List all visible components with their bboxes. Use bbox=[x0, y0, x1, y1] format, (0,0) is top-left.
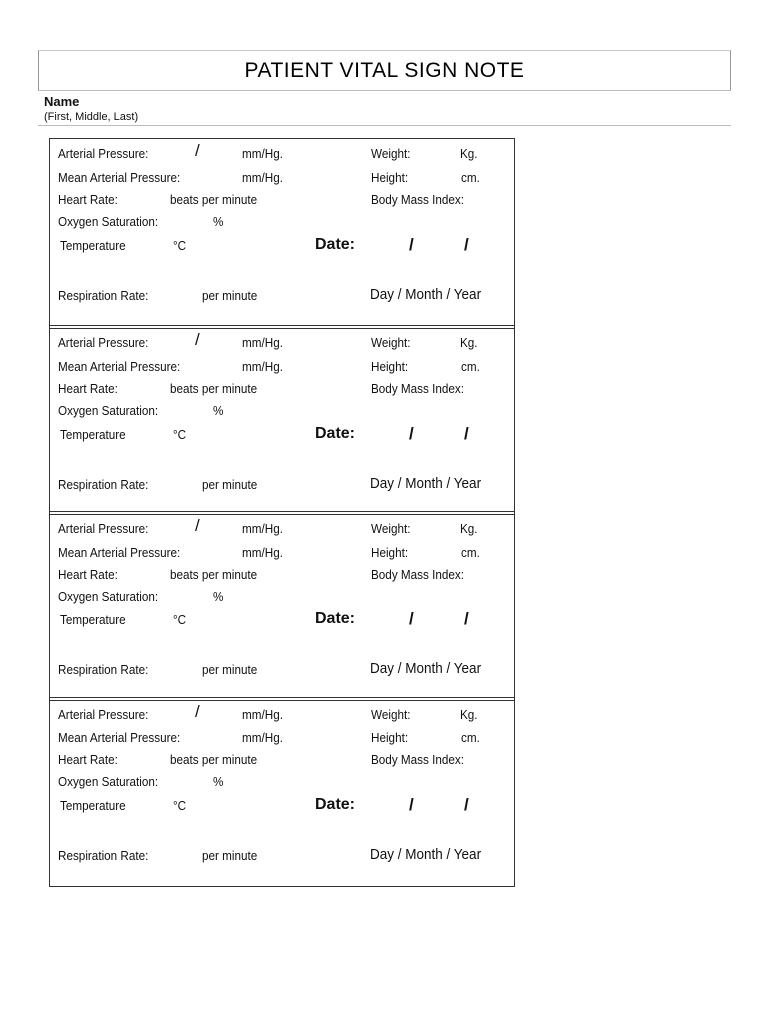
percent-unit: % bbox=[213, 214, 224, 229]
percent-unit: % bbox=[213, 589, 224, 604]
date-label: Date: bbox=[315, 236, 356, 253]
per-minute-unit: per minute bbox=[202, 288, 258, 303]
mmhg-unit: mm/Hg. bbox=[242, 170, 283, 185]
date-label: Date: bbox=[315, 796, 356, 813]
temperature-label: Temperature bbox=[60, 427, 126, 442]
per-minute-unit: per minute bbox=[202, 477, 258, 492]
mmhg-unit: mm/Hg. bbox=[242, 335, 283, 350]
arterial-pressure-slash: / bbox=[195, 330, 200, 349]
page-title: PATIENT VITAL SIGN NOTE bbox=[244, 59, 525, 82]
cm-unit: cm. bbox=[461, 359, 480, 374]
mean-arterial-pressure-label: Mean Arterial Pressure: bbox=[58, 730, 181, 745]
date-format-hint: Day / Month / Year bbox=[370, 846, 482, 863]
date-slash: / bbox=[464, 424, 469, 443]
weight-label: Weight: bbox=[371, 707, 411, 722]
mean-arterial-pressure-label: Mean Arterial Pressure: bbox=[58, 170, 181, 185]
mmhg-unit: mm/Hg. bbox=[242, 730, 283, 745]
respiration-rate-label: Respiration Rate: bbox=[58, 288, 149, 303]
heart-rate-label: Heart Rate: bbox=[58, 381, 118, 396]
celsius-unit: °C bbox=[173, 427, 187, 442]
heart-rate-label: Heart Rate: bbox=[58, 567, 118, 582]
respiration-rate-label: Respiration Rate: bbox=[58, 848, 149, 863]
celsius-unit: °C bbox=[173, 238, 187, 253]
bmi-label: Body Mass Index: bbox=[371, 192, 464, 207]
kg-unit: Kg. bbox=[460, 521, 478, 536]
height-label: Height: bbox=[371, 730, 409, 745]
respiration-rate-label: Respiration Rate: bbox=[58, 477, 149, 492]
percent-unit: % bbox=[213, 774, 224, 789]
arterial-pressure-label: Arterial Pressure: bbox=[58, 521, 149, 536]
date-slash: / bbox=[464, 795, 469, 814]
vital-record bbox=[50, 325, 514, 511]
per-minute-unit: per minute bbox=[202, 662, 258, 677]
mmhg-unit: mm/Hg. bbox=[242, 707, 283, 722]
weight-label: Weight: bbox=[371, 335, 411, 350]
kg-unit: Kg. bbox=[460, 146, 478, 161]
cm-unit: cm. bbox=[461, 545, 480, 560]
mmhg-unit: mm/Hg. bbox=[242, 146, 283, 161]
vital-record bbox=[50, 511, 514, 697]
arterial-pressure-slash: / bbox=[195, 516, 200, 535]
vital-sign-records bbox=[49, 138, 515, 887]
bmi-label: Body Mass Index: bbox=[371, 567, 464, 582]
date-slash: / bbox=[409, 235, 414, 254]
date-format-hint: Day / Month / Year bbox=[370, 660, 482, 677]
date-slash: / bbox=[409, 609, 414, 628]
temperature-label: Temperature bbox=[60, 798, 126, 813]
celsius-unit: °C bbox=[173, 612, 187, 627]
arterial-pressure-label: Arterial Pressure: bbox=[58, 707, 149, 722]
height-label: Height: bbox=[371, 545, 409, 560]
height-label: Height: bbox=[371, 170, 409, 185]
cm-unit: cm. bbox=[461, 730, 480, 745]
name-hint: (First, Middle, Last) bbox=[44, 111, 139, 123]
kg-unit: Kg. bbox=[460, 707, 478, 722]
bmi-label: Body Mass Index: bbox=[371, 381, 464, 396]
header-box bbox=[38, 50, 731, 90]
mmhg-unit: mm/Hg. bbox=[242, 545, 283, 560]
mean-arterial-pressure-label: Mean Arterial Pressure: bbox=[58, 359, 181, 374]
arterial-pressure-slash: / bbox=[195, 141, 200, 160]
weight-label: Weight: bbox=[371, 521, 411, 536]
oxygen-saturation-label: Oxygen Saturation: bbox=[58, 774, 159, 789]
date-label: Date: bbox=[315, 610, 356, 627]
oxygen-saturation-label: Oxygen Saturation: bbox=[58, 589, 159, 604]
weight-label: Weight: bbox=[371, 146, 411, 161]
name-field[interactable] bbox=[38, 90, 731, 126]
oxygen-saturation-label: Oxygen Saturation: bbox=[58, 403, 159, 418]
date-format-hint: Day / Month / Year bbox=[370, 475, 482, 492]
per-minute-unit: per minute bbox=[202, 848, 258, 863]
vital-record bbox=[50, 697, 514, 883]
date-slash: / bbox=[464, 609, 469, 628]
heart-rate-label: Heart Rate: bbox=[58, 192, 118, 207]
kg-unit: Kg. bbox=[460, 335, 478, 350]
celsius-unit: °C bbox=[173, 798, 187, 813]
temperature-label: Temperature bbox=[60, 612, 126, 627]
respiration-rate-label: Respiration Rate: bbox=[58, 662, 149, 677]
percent-unit: % bbox=[213, 403, 224, 418]
arterial-pressure-label: Arterial Pressure: bbox=[58, 335, 149, 350]
date-slash: / bbox=[409, 424, 414, 443]
date-slash: / bbox=[409, 795, 414, 814]
heart-rate-label: Heart Rate: bbox=[58, 752, 118, 767]
arterial-pressure-label: Arterial Pressure: bbox=[58, 146, 149, 161]
height-label: Height: bbox=[371, 359, 409, 374]
oxygen-saturation-label: Oxygen Saturation: bbox=[58, 214, 159, 229]
mmhg-unit: mm/Hg. bbox=[242, 359, 283, 374]
cm-unit: cm. bbox=[461, 170, 480, 185]
date-label: Date: bbox=[315, 425, 356, 442]
beats-per-minute-unit: beats per minute bbox=[170, 567, 258, 582]
beats-per-minute-unit: beats per minute bbox=[170, 192, 258, 207]
beats-per-minute-unit: beats per minute bbox=[170, 381, 258, 396]
beats-per-minute-unit: beats per minute bbox=[170, 752, 258, 767]
bmi-label: Body Mass Index: bbox=[371, 752, 464, 767]
vital-record bbox=[50, 139, 514, 325]
arterial-pressure-slash: / bbox=[195, 702, 200, 721]
temperature-label: Temperature bbox=[60, 238, 126, 253]
date-format-hint: Day / Month / Year bbox=[370, 286, 482, 303]
mean-arterial-pressure-label: Mean Arterial Pressure: bbox=[58, 545, 181, 560]
name-label: Name bbox=[44, 94, 80, 109]
mmhg-unit: mm/Hg. bbox=[242, 521, 283, 536]
date-slash: / bbox=[464, 235, 469, 254]
